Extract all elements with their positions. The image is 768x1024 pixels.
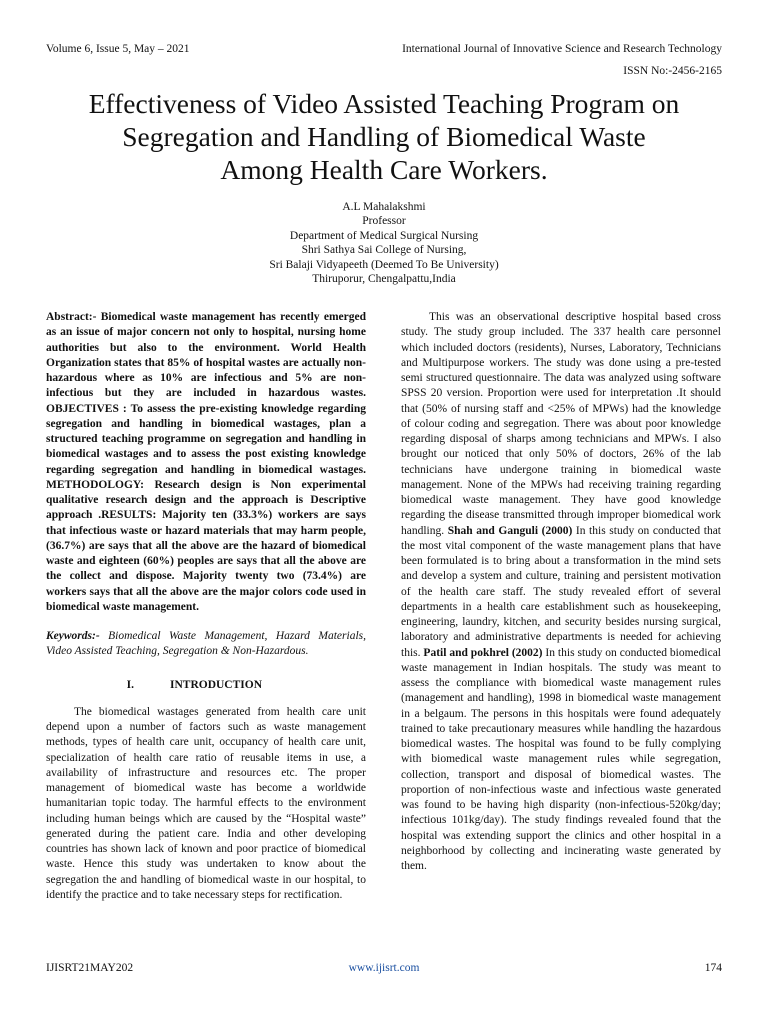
- title-line: Segregation and Handling of Biomedical Waste: [122, 121, 646, 152]
- body-text: In this study on conducted that the most vital component of the waste management plans that have been formulated is to bring about a transformation in the mind sets and develop a system and culture, training and persistent motivation of the health care staff. The study revealed effort of several departments in a health care establishment such as housekeeping, engineering, laundry, kitchen, and security besides nursing surgical, laboratory and administrative departments is needed for achieving this.: [401, 524, 721, 659]
- author-name: A.L Mahalakshmi: [342, 201, 426, 213]
- body-text: In this study on conducted biomedical waste management in Indian hospitals. The study was meant to assess the compliance with biomedical waste management rules (management and handling), 1998 in biomedical waste management in a belgaum. The persons in this hospitals were found adequately trained to take precautionary measures while handling the hazardous biomedical wastes. The hospital was found to be fully complying with biomedical waste management rules while segregation, collection, transport and disposal of biomedical wastes. The proportion of non-infectious waste and infectious waste generated was found to be having high disparity (non-infectious-520kg/day; infectious 101kg/day). The study findings revealed found that the hospital was extending support the clinics and other hospital in a neighborhood by collecting and incinerating waste generated by them.: [401, 646, 722, 872]
- left-column: [46, 310, 366, 903]
- author-block: [40, 200, 728, 286]
- body-paragraph: [401, 310, 721, 874]
- author-position: Professor: [362, 215, 406, 228]
- title-line: Among Health Care Workers.: [220, 154, 548, 185]
- title-line: Effectiveness of Video Assisted Teaching Program on: [88, 88, 680, 119]
- keywords-label: Keywords:-: [46, 630, 100, 642]
- volume-issue: Volume 6, Issue 5, May – 2021: [46, 43, 190, 55]
- author-college: Shri Sathya Sai College of Nursing,: [301, 244, 467, 257]
- author-university: Sri Balaji Vidyapeeth (Deemed To Be University): [269, 258, 499, 271]
- paper-title: [40, 87, 728, 186]
- right-column: [401, 310, 721, 874]
- section-heading: [46, 678, 366, 693]
- footer-url[interactable]: www.ijisrt.com: [348, 962, 420, 974]
- footer-code: IJISRT21MAY202: [46, 962, 134, 974]
- keywords-text: Biomedical Waste Management, Hazard Materials, Video Assisted Teaching, Segregation & Non-Hazardous.: [46, 630, 366, 658]
- intro-paragraph: The biomedical wastages generated from health care unit depend upon a number of factors such as waste management methods, types of health care unit, occupancy of health care unit, specialization of health care ratio of reusable items in use, a availability of infrastructure and resources etc. The proper management of biomedical waste has become a worldwide humanitarian topic today. The harmful effects to the environment including human beings which are caused by the “Hospital waste” generated during the patient care. India and other developing countries has shown lack of known and poor practice of biomedical waste. Hence this study was undertaken to know about the segregation the and handling of biomedical waste in our hospital, to identify the practice and to take necessary steps for rectification.: [46, 705, 366, 901]
- citation: Shah and Ganguli (2000): [447, 524, 573, 537]
- page-number: 174: [704, 962, 722, 974]
- section-number: I.: [126, 678, 134, 691]
- section-title: INTRODUCTION: [170, 678, 263, 691]
- author-location: Thiruporur, Chengalpattu,India: [312, 273, 456, 286]
- abstract: Abstract:- Biomedical waste management has recently emerged as an issue of major concern not only to hospital, nursing home authorities but also to the environment. World Health Organization states that 85% of hospital wastes are actually non-hazardous where as 10% are infectious and 5% are non-infectious but they are included in hazardous wastes. OBJECTIVES : To assess the pre-existing knowledge regarding segregation and handling in biomedical wastages, plan a structured teaching programme on segregation and handling in biomedical wastages and to assess the post existing knowledge regarding segregation and handling in biomedical wastages. METHODOLOGY: Research design is Non experimental qualitative research design and the approach is Descriptive approach .RESULTS: Majority ten (33.3%) workers are says that infectious waste or hazard materials that may harm people, (36.7%) are says that all the above are the hazard of biomedical waste and eighteen (60%) peoples are says that all the above are the collect and dispose. Majority twenty two (73.4%) are workers says that all the above are the major colors code used in biomedical waste management.: [46, 311, 366, 613]
- journal-name: International Journal of Innovative Science and Research Technology: [402, 43, 722, 55]
- body-text: This was an observational descriptive hospital based cross study. The study group included. The 337 health care personnel which included doctors (residents), Nurses, Laboratory, Technicians and Multipurpose workers. The study was done using a pre-tested semi structured questionnaire. The data was analyzed using software SPSS 20 version. Proportion were used for interpretation .It should that (50% of nursing staff and <25% of MPWs) had the knowledge of colour coding and segregation. There was about poor knowledge regarding disposal of sharps among technicians and MPWs. I also brought our noticed that only 50% of doctors, 26% of the lab technicians have undergone training in biomedical waste management. None of the MPWs had receiving training regarding biomedical waste management. They have good knowledge regarding the disease transmitted through improper biomedical work handling.: [401, 311, 721, 537]
- author-department: Department of Medical Surgical Nursing: [289, 229, 479, 242]
- keywords: [46, 629, 366, 660]
- issn-number: ISSN No:-2456-2165: [623, 65, 722, 77]
- citation: Patil and pokhrel (2002): [423, 646, 543, 659]
